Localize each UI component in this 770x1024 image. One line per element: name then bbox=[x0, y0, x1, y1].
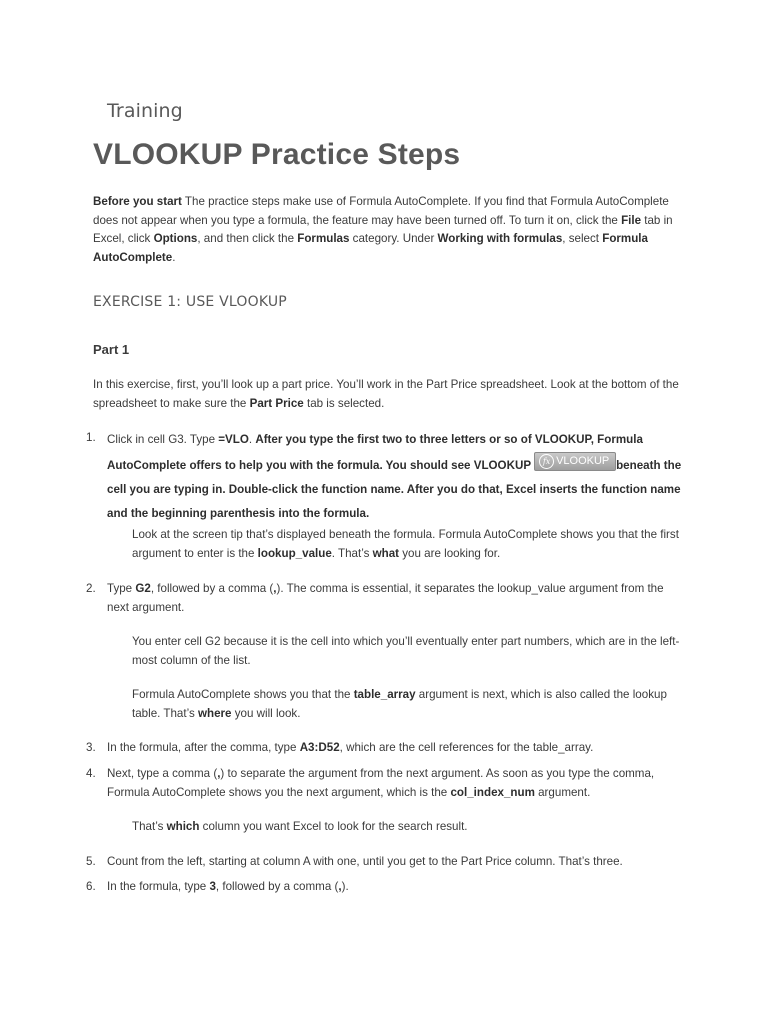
function-icon: fx bbox=[539, 454, 554, 469]
intro-working-with-formulas: Working with formulas bbox=[437, 232, 563, 245]
step-number: 6. bbox=[86, 880, 96, 893]
step-bold: 3 bbox=[209, 880, 216, 893]
intro-text: , select bbox=[562, 232, 603, 245]
step-text: ) to separate the argument from the next argument. As soon as you type the comma, Formula AutoComplete shows you the next argument, which is the bbox=[107, 767, 655, 799]
step-bold: G2 bbox=[135, 582, 151, 595]
intro-file: File bbox=[621, 213, 642, 227]
intro-text: tab in Excel, click bbox=[93, 213, 673, 245]
intro-text: . bbox=[172, 250, 176, 264]
step-bold: , bbox=[338, 880, 342, 893]
note-text: . That’s bbox=[331, 546, 373, 560]
step-number: 1. bbox=[86, 431, 96, 444]
note-text: argument is next, which is also called the lookup table. That’s bbox=[132, 688, 667, 720]
exercise-heading: EXERCISE 1: USE VLOOKUP bbox=[93, 294, 287, 310]
intro-formulas: Formulas bbox=[297, 232, 350, 245]
intro-options: Options bbox=[153, 232, 198, 245]
step-4-text bbox=[107, 765, 687, 802]
vlookup-autocomplete-chip bbox=[534, 452, 616, 471]
part-intro-text: tab is selected. bbox=[303, 396, 385, 410]
part-price-tab-name: Part Price bbox=[249, 396, 304, 410]
step-bold: After you type the first two to three letters or so of VLOOKUP, Formula AutoComplete offers to help you with the formula. You should see VLOOKUP bbox=[107, 433, 643, 472]
document-title: VLOOKUP Practice Steps bbox=[93, 138, 461, 171]
step-text: . bbox=[248, 433, 256, 446]
step-bold: =VLO bbox=[218, 433, 249, 446]
note-text: you are looking for. bbox=[399, 546, 501, 560]
step-text: In the formula, type bbox=[107, 880, 210, 893]
step-bold: col_index_num bbox=[450, 785, 535, 799]
step-bold: , bbox=[217, 767, 221, 780]
step-6-text bbox=[107, 878, 687, 897]
intro-lead: Before you start bbox=[93, 195, 182, 208]
step-4-note bbox=[132, 818, 687, 837]
step-number: 2. bbox=[86, 582, 96, 595]
note-bold: table_array bbox=[353, 688, 416, 701]
step-number: 3. bbox=[86, 741, 96, 754]
note-text: Look at the screen tip that’s displayed beneath the formula. Formula AutoComplete shows you that the first argument to enter is the bbox=[132, 528, 679, 560]
step-text: , which are the cell references for the table_array. bbox=[339, 741, 594, 754]
step-1-note bbox=[132, 526, 687, 563]
chip-label: VLOOKUP bbox=[556, 455, 610, 467]
step-text: Next, type a comma ( bbox=[107, 767, 218, 780]
step-bold: beneath the cell you are typing in. Double-click the function name. After you do that, Excel inserts the function name and the beginning parenthesis into the formula. bbox=[107, 459, 682, 520]
step-bold: , bbox=[273, 582, 277, 595]
step-text: Click in cell G3. Type bbox=[107, 433, 219, 446]
part-heading: Part 1 bbox=[93, 342, 130, 357]
step-text: , followed by a comma ( bbox=[215, 880, 339, 893]
step-2-note-2 bbox=[132, 686, 687, 723]
step-text: In the formula, after the comma, type bbox=[107, 741, 300, 754]
step-number: 4. bbox=[86, 767, 96, 780]
note-text: you will look. bbox=[231, 706, 301, 720]
note-text: Formula AutoComplete shows you that the bbox=[132, 688, 354, 701]
intro-text: The practice steps make use of Formula AutoComplete. If you find that Formula AutoComplete does not appear when you type a formula, the feature may have been turned off. To turn it on, click the bbox=[93, 195, 669, 227]
step-text: Count from the left, starting at column A with one, until you get to the Part Price column. That’s three. bbox=[107, 855, 623, 868]
intro-text: , and then click the bbox=[197, 232, 298, 245]
note-text: column you want Excel to look for the search result. bbox=[199, 820, 468, 833]
step-text: , followed by a comma ( bbox=[150, 582, 274, 595]
note-bold: lookup_value bbox=[257, 546, 332, 560]
step-text: ). The comma is essential, it separates the lookup_value argument from the next argument. bbox=[107, 582, 664, 614]
step-bold: A3:D52 bbox=[299, 741, 340, 754]
document-kicker: Training bbox=[107, 100, 183, 122]
step-text: argument. bbox=[534, 785, 591, 799]
step-5-text bbox=[107, 853, 687, 872]
step-1-text bbox=[107, 428, 687, 526]
step-number: 5. bbox=[86, 855, 96, 868]
step-text: Type bbox=[107, 582, 136, 595]
note-text: That’s bbox=[132, 820, 167, 833]
part-intro-paragraph bbox=[93, 376, 683, 413]
intro-paragraph bbox=[93, 193, 683, 267]
note-bold: what bbox=[372, 546, 400, 560]
step-text: ). bbox=[341, 880, 349, 893]
note-bold: where bbox=[197, 706, 232, 720]
step-3-text bbox=[107, 739, 687, 758]
part-intro-text: In this exercise, first, you’ll look up a part price. You’ll work in the Part Price spreadsheet. Look at the bottom of the spreadsheet to make sure the bbox=[93, 378, 679, 410]
note-bold: which bbox=[166, 820, 200, 833]
step-2-note-1: You enter cell G2 because it is the cell into which you’ll eventually enter part numbers, which are in the left-most column of the list. bbox=[132, 635, 680, 667]
step-2-text bbox=[107, 580, 687, 617]
intro-formula-autocomplete: Formula AutoComplete bbox=[93, 232, 648, 264]
intro-text: category. Under bbox=[349, 232, 438, 245]
